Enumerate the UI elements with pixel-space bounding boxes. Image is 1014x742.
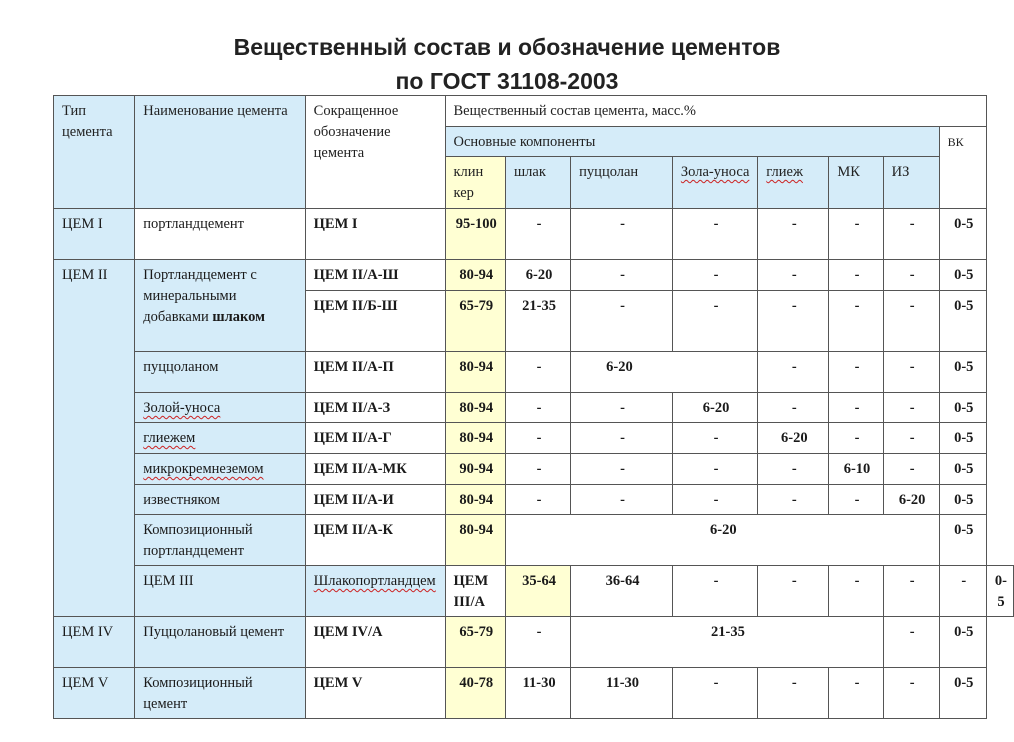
cell-iz: - — [883, 617, 939, 668]
cell-vk: 0-5 — [939, 393, 986, 423]
table-row — [54, 260, 1014, 291]
cell-gliezh: - — [758, 209, 829, 260]
header-composition: Вещественный состав цемента, масс.% — [445, 96, 986, 127]
cell-fly-ash: - — [672, 485, 757, 515]
cell-fly-ash: 6-20 — [672, 393, 757, 423]
table-row — [54, 393, 1014, 423]
cell-type: ЦЕМ III — [135, 566, 305, 617]
cell-vk: 0-5 — [986, 566, 1013, 617]
cell-merged-components: 21-35 — [571, 617, 883, 668]
cell-pozzolan: - — [571, 485, 673, 515]
cell-slag: - — [506, 352, 571, 393]
header-vk: ВК — [939, 127, 986, 209]
header-main-components: Основные компоненты — [445, 127, 939, 157]
cell-name: известняком — [135, 485, 305, 515]
cell-name: портландцемент — [135, 209, 305, 260]
cell-vk: 0-5 — [939, 352, 986, 393]
cell-pozzolan: - — [571, 423, 673, 454]
cell-iz: - — [883, 393, 939, 423]
cell-mk: - — [829, 352, 883, 393]
cell-clinker: 80-94 — [445, 352, 506, 393]
cell-abbr: ЦЕМ II/А-И — [305, 485, 445, 515]
table-row — [54, 515, 1014, 566]
cell-slag: 21-35 — [506, 291, 571, 352]
table-row — [54, 485, 1014, 515]
cell-name: Пуццолановый цемент — [135, 617, 305, 668]
table-row — [54, 454, 1014, 485]
cell-slag: - — [506, 617, 571, 668]
cell-abbr: ЦЕМ I — [305, 209, 445, 260]
cell-fly-ash: - — [758, 566, 829, 617]
cell-clinker: 80-94 — [445, 423, 506, 454]
cell-vk: 0-5 — [939, 454, 986, 485]
cell-fly-ash: - — [672, 291, 757, 352]
cell-type: ЦЕМ V — [54, 668, 135, 719]
header-iz: ИЗ — [883, 157, 939, 209]
cell-fly-ash: - — [672, 454, 757, 485]
header-gliezh: глиеж — [758, 157, 829, 209]
cell-vk: 0-5 — [939, 291, 986, 352]
table-row — [54, 209, 1014, 260]
cell-name: глиежем — [135, 423, 305, 454]
cell-abbr: ЦЕМ II/А-З — [305, 393, 445, 423]
cell-slag: - — [506, 485, 571, 515]
cell-pozzolan: 6-20 — [571, 352, 758, 393]
cell-abbr: ЦЕМ II/Б-Ш — [305, 291, 445, 352]
cell-vk: 0-5 — [939, 260, 986, 291]
cell-abbr: ЦЕМ II/А-Ш — [305, 260, 445, 291]
table-row — [54, 566, 1014, 617]
header-row-1 — [54, 96, 1014, 127]
cell-name: микрокремнеземом — [135, 454, 305, 485]
cell-slag: - — [506, 423, 571, 454]
cell-gliezh: - — [829, 566, 883, 617]
table-row — [54, 668, 1014, 719]
cell-fly-ash: - — [672, 260, 757, 291]
cell-merged-components: 6-20 — [506, 515, 940, 566]
cell-vk: 0-5 — [939, 515, 986, 566]
cell-name: Композиционный цемент — [135, 668, 305, 719]
title-line-2: по ГОСТ 31108-2003 — [395, 68, 619, 94]
cell-mk: - — [829, 393, 883, 423]
cell-mk: - — [829, 209, 883, 260]
cell-mk: 6-10 — [829, 454, 883, 485]
cell-pozzolan: - — [571, 454, 673, 485]
cell-iz: - — [883, 454, 939, 485]
cell-vk: 0-5 — [939, 423, 986, 454]
cell-iz: - — [883, 668, 939, 719]
cell-vk: 0-5 — [939, 668, 986, 719]
table-row — [54, 423, 1014, 454]
cell-gliezh: 6-20 — [758, 423, 829, 454]
cell-mk: - — [829, 260, 883, 291]
cell-iz: - — [883, 423, 939, 454]
header-type: Тип цемента — [54, 96, 135, 209]
cell-pozzolan: - — [672, 566, 757, 617]
cell-name: пуццоланом — [135, 352, 305, 393]
cell-gliezh: - — [758, 352, 829, 393]
cell-iz: - — [883, 291, 939, 352]
table-row — [54, 617, 1014, 668]
cell-slag: 36-64 — [571, 566, 673, 617]
cell-clinker: 65-79 — [445, 617, 506, 668]
cell-gliezh: - — [758, 668, 829, 719]
cell-iz: - — [883, 260, 939, 291]
header-clinker: клин кер — [445, 157, 506, 209]
cell-clinker: 80-94 — [445, 260, 506, 291]
cell-slag: - — [506, 209, 571, 260]
cell-slag: - — [506, 393, 571, 423]
cell-mk: - — [829, 291, 883, 352]
cell-abbr: ЦЕМ II/А-К — [305, 515, 445, 566]
cell-name: Золой-уноса — [135, 393, 305, 423]
cell-pozzolan: - — [571, 291, 673, 352]
cell-mk: - — [829, 668, 883, 719]
cell-name: Шлакопортландцем — [305, 566, 445, 617]
cell-mk: - — [829, 485, 883, 515]
cell-fly-ash: - — [672, 209, 757, 260]
cell-slag: 6-20 — [506, 260, 571, 291]
cell-abbr: ЦЕМ II/А-Г — [305, 423, 445, 454]
cell-gliezh: - — [758, 454, 829, 485]
cell-fly-ash: - — [672, 423, 757, 454]
cell-clinker: 80-94 — [445, 515, 506, 566]
cell-vk: 0-5 — [939, 209, 986, 260]
cell-gliezh: - — [758, 485, 829, 515]
cell-type: ЦЕМ I — [54, 209, 135, 260]
cell-abbr: ЦЕМ II/А-П — [305, 352, 445, 393]
cell-mk: - — [883, 566, 939, 617]
cell-abbr: ЦЕМ V — [305, 668, 445, 719]
cell-pozzolan: - — [571, 393, 673, 423]
cell-iz: - — [883, 352, 939, 393]
cell-abbr: ЦЕМ IV/А — [305, 617, 445, 668]
cell-name — [135, 260, 305, 352]
header-fly-ash: Зола-уноса — [672, 157, 757, 209]
cell-type: ЦЕМ IV — [54, 617, 135, 668]
cell-clinker: 40-78 — [445, 668, 506, 719]
header-abbr: Сокращенное обозначение цемента — [305, 96, 445, 209]
cell-clinker: 35-64 — [506, 566, 571, 617]
title-line-1: Вещественный состав и обозначение цементов — [233, 34, 781, 60]
cell-pozzolan: 11-30 — [571, 668, 673, 719]
cement-composition-table — [53, 95, 1014, 719]
header-mk: МК — [829, 157, 883, 209]
cell-type: ЦЕМ II — [54, 260, 135, 617]
table-row — [54, 352, 1014, 393]
cell-vk: 0-5 — [939, 617, 986, 668]
cell-clinker: 95-100 — [445, 209, 506, 260]
cell-mk: - — [829, 423, 883, 454]
cell-gliezh: - — [758, 393, 829, 423]
cell-pozzolan: - — [571, 260, 673, 291]
header-slag: шлак — [506, 157, 571, 209]
cell-iz: - — [939, 566, 986, 617]
cell-iz: - — [883, 209, 939, 260]
header-pozzolan: пуццолан — [571, 157, 673, 209]
cell-fly-ash: - — [672, 668, 757, 719]
cell-name: Композиционный портландцемент — [135, 515, 305, 566]
cell-gliezh: - — [758, 291, 829, 352]
cell-gliezh: - — [758, 260, 829, 291]
cell-name-bold: шлаком — [212, 309, 266, 325]
cell-clinker: 90-94 — [445, 454, 506, 485]
page-title — [0, 30, 1014, 98]
cell-abbr: ЦЕМ II/А-МК — [305, 454, 445, 485]
cell-clinker: 80-94 — [445, 393, 506, 423]
header-name: Наименование цемента — [135, 96, 305, 209]
cell-pozzolan: - — [571, 209, 673, 260]
cell-vk: 0-5 — [939, 485, 986, 515]
cell-abbr: ЦЕМ III/А — [445, 566, 506, 617]
cell-slag: - — [506, 454, 571, 485]
cell-clinker: 80-94 — [445, 485, 506, 515]
cell-name-text: Портландцемент с минеральными добавками — [143, 267, 257, 325]
cell-clinker: 65-79 — [445, 291, 506, 352]
cell-iz: 6-20 — [883, 485, 939, 515]
cell-slag: 11-30 — [506, 668, 571, 719]
